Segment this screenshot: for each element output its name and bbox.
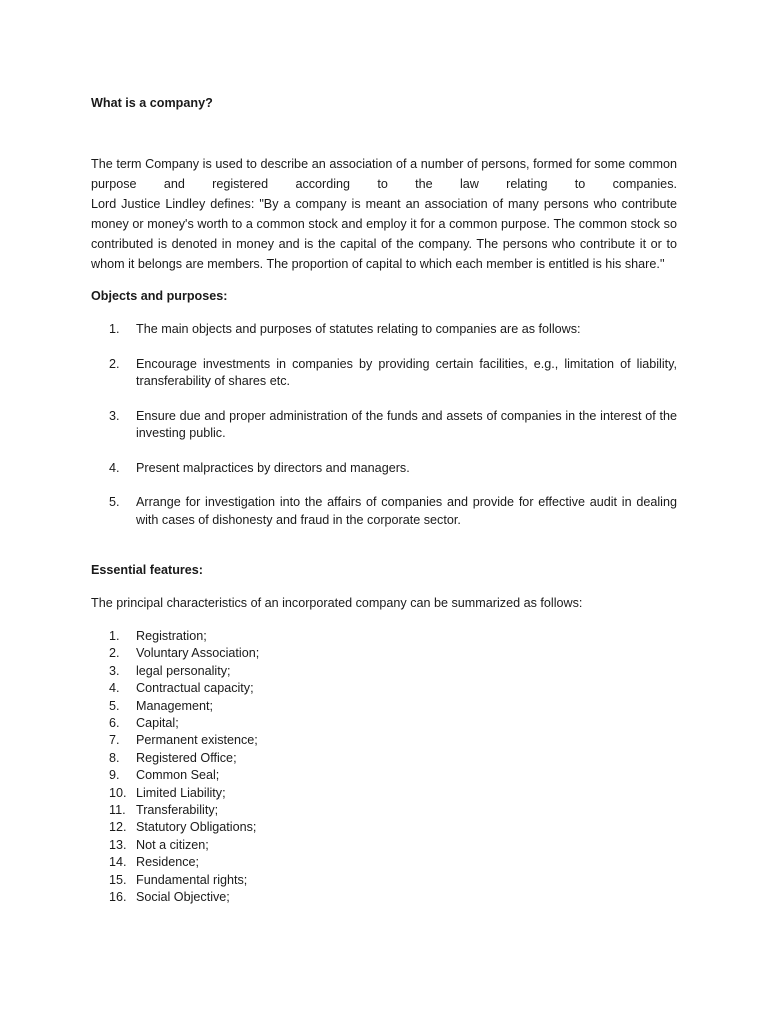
list-item [91,680,677,697]
list-number: 10. [109,785,127,800]
list-number: 13. [109,837,127,852]
list-text: Transferability; [136,803,219,818]
list-number: 2. [109,646,120,661]
list-text: Contractual capacity; [136,681,254,696]
list-text: Present malpractices by directors and managers. [136,460,410,475]
list-item [91,663,677,680]
list-number: 16. [109,890,127,905]
list-item [91,889,677,906]
list-item [91,819,677,836]
list-number: 1. [109,629,120,643]
heading-essential-features: Essential features: [91,563,203,577]
list-text: Common Seal; [136,768,220,783]
list-text: Social Objective; [136,890,230,905]
list-item [91,356,677,391]
list-number: 5. [109,698,120,713]
list-item [91,460,677,478]
list-item [91,494,677,529]
objects-list [91,321,677,529]
document-body [91,95,677,907]
list-text: Encourage investments in companies by providing certain facilities, e.g., limitation of liability, transferability of shares etc. [136,356,677,388]
list-text: Registration; [136,629,207,643]
list-text: legal personality; [136,663,231,678]
heading-what-is-company: What is a company? [91,96,213,110]
list-text: Ensure due and proper administration of the funds and assets of companies in the interest of the investing public. [136,408,677,440]
list-number: 11. [109,803,126,818]
list-item [91,872,677,889]
list-item [91,698,677,715]
list-item [91,715,677,732]
list-number: 4. [109,681,120,696]
list-item [91,854,677,871]
list-text: Not a citizen; [136,837,209,852]
company-paragraph-definition: Lord Justice Lindley defines: "By a company is meant an association of many persons who contribute money or money's worth to a common stock and employ it for a common purpose. The common stock so contributed is denoted in money and is the capital of the company. The persons who contribute it or to whom it belongs are members. The proportion of capital to which each member is entitled is his share.'' [91,197,677,271]
list-number: 1. [109,322,120,336]
list-number: 4. [109,460,120,475]
list-text: Capital; [136,716,179,731]
list-number: 8. [109,750,120,765]
list-item [91,785,677,802]
list-item [91,408,677,443]
list-number: 5. [109,495,120,509]
features-list [91,628,677,907]
list-item [91,628,677,645]
list-item [91,837,677,854]
list-text: Fundamental rights; [136,872,248,887]
company-paragraph-line1: The term Company is used to describe an association of a number of persons, formed for some common [91,157,677,171]
list-text: Statutory Obligations; [136,820,257,835]
list-item [91,802,677,819]
features-intro: The principal characteristics of an incorporated company can be summarized as follows: [91,596,583,610]
list-number: 2. [109,356,120,371]
list-text: Permanent existence; [136,733,258,748]
list-number: 12. [109,820,127,835]
list-number: 3. [109,663,120,678]
list-item [91,767,677,784]
list-item [91,321,677,339]
list-text: Registered Office; [136,750,237,765]
list-number: 3. [109,408,120,423]
list-text: The main objects and purposes of statutes relating to companies are as follows: [136,322,581,336]
list-text: Limited Liability; [136,785,226,800]
list-number: 15. [109,872,127,887]
list-item [91,732,677,749]
heading-objects-purposes: Objects and purposes: [91,289,228,303]
list-number: 6. [109,716,120,731]
list-item [91,750,677,767]
list-number: 9. [109,768,120,783]
list-item [91,645,677,662]
list-number: 14. [109,855,127,870]
list-text: Arrange for investigation into the affairs of companies and provide for effective audit in dealing with cases of dishonesty and fraud in the corporate sector. [136,495,677,527]
list-number: 7. [109,733,120,748]
list-text: Residence; [136,855,200,870]
company-paragraph-line2: purpose and registered according to the law relating to companies. [91,177,677,191]
list-text: Voluntary Association; [136,646,260,661]
list-text: Management; [136,698,214,713]
